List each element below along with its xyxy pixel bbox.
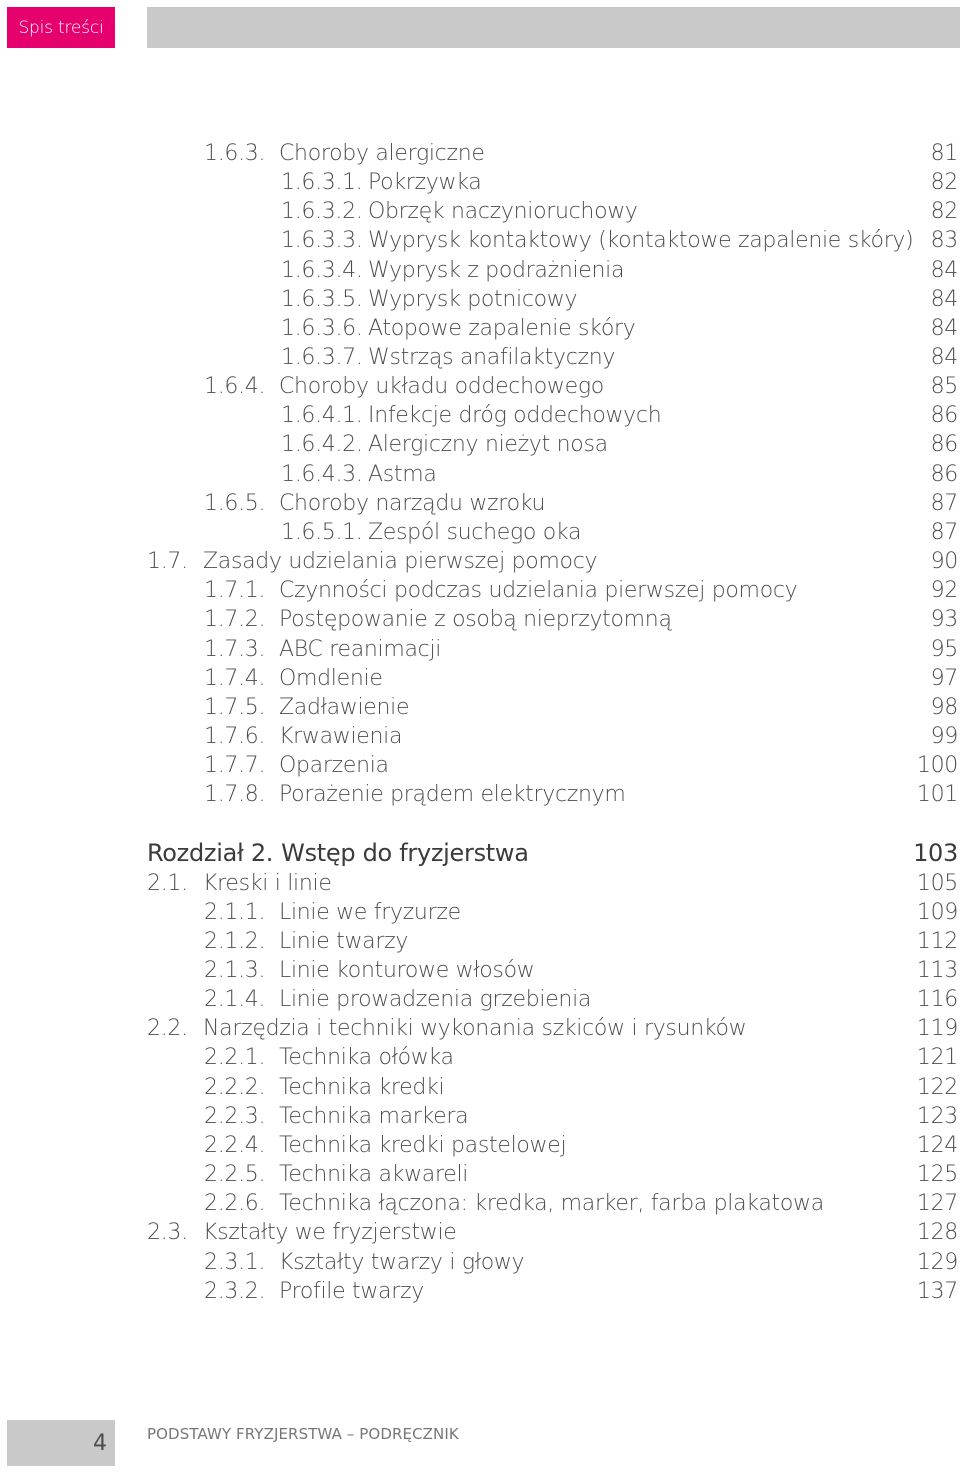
toc-row	[204, 985, 958, 1014]
toc-number: 2.2.6.	[204, 1191, 266, 1216]
toc-title: Kształty twarzy i głowy	[279, 1250, 525, 1275]
toc-number: 1.7.8.	[204, 782, 266, 807]
toc-title: Zadławienie	[279, 695, 410, 720]
toc-page: 128	[916, 1220, 958, 1245]
toc-page: 100	[916, 753, 958, 778]
toc-number: 2.2.	[147, 1016, 188, 1041]
toc-number: 1.7.	[147, 549, 188, 574]
toc-number: 1.6.3.4.	[281, 258, 363, 283]
toc-number: 1.7.6.	[204, 724, 266, 749]
toc-page: 121	[916, 1045, 958, 1070]
toc-row	[204, 693, 958, 722]
toc-title: Technika ołówka	[279, 1045, 454, 1070]
toc-number: 1.6.4.3.	[281, 462, 363, 487]
toc-page: 112	[916, 929, 958, 954]
toc-title: Kreski i linie	[203, 871, 332, 896]
toc-number: 1.6.3.3.	[281, 228, 363, 253]
toc-row	[204, 1131, 958, 1160]
toc-page: 85	[930, 374, 958, 399]
toc-number: 2.1.	[147, 871, 188, 896]
toc-title: Wstęp do fryzjerstwa	[281, 839, 529, 867]
toc-row	[281, 256, 958, 285]
toc-page: 84	[930, 316, 958, 341]
toc-row	[204, 1102, 958, 1131]
toc-title: Wyprysk z podrażnienia	[368, 258, 625, 283]
toc-row	[204, 898, 958, 927]
toc-number: 2.1.4.	[204, 987, 266, 1012]
page-number-box	[7, 1420, 115, 1466]
toc-row	[281, 226, 958, 255]
footer-book-title: PODSTAWY FRYZJERSTWA – PODRĘCZNIK	[147, 1425, 459, 1443]
toc-title: Alergiczny nieżyt nosa	[368, 432, 608, 457]
toc-number: 1.6.3.7.	[281, 345, 363, 370]
toc-title: Profile twarzy	[279, 1279, 424, 1304]
toc-number: 1.6.4.	[204, 374, 266, 399]
toc-number: 1.6.4.2.	[281, 432, 363, 457]
toc-page: 122	[916, 1075, 958, 1100]
toc-page: 127	[916, 1191, 958, 1216]
toc-title: Linie prowadzenia grzebienia	[279, 987, 592, 1012]
toc-row	[281, 430, 958, 459]
toc-row	[281, 518, 958, 547]
toc-title: Technika akwareli	[279, 1162, 469, 1187]
toc-number: 1.7.4.	[204, 666, 266, 691]
toc-row	[147, 1014, 958, 1043]
toc-page: 113	[916, 958, 958, 983]
toc-title: Astma	[368, 462, 437, 487]
toc-number: 1.7.7.	[204, 753, 266, 778]
toc-title: Porażenie prądem elektrycznym	[279, 782, 626, 807]
toc-row	[281, 401, 958, 430]
toc-row	[204, 780, 958, 809]
toc-title: Choroby alergiczne	[279, 141, 485, 166]
toc-page: 125	[916, 1162, 958, 1187]
toc-row	[147, 869, 958, 898]
toc-number: 1.6.3.2.	[281, 199, 363, 224]
toc-page: 84	[930, 287, 958, 312]
toc-number: 2.1.3.	[204, 958, 266, 983]
toc-row	[204, 635, 958, 664]
toc-number: 1.6.3.1.	[281, 170, 363, 195]
chapter-row	[147, 839, 958, 868]
toc-page: 84	[930, 345, 958, 370]
toc-title: Technika kredki pastelowej	[279, 1133, 567, 1158]
toc-page: 81	[930, 141, 958, 166]
toc-number: 1.6.3.6.	[281, 316, 363, 341]
toc-page: 98	[930, 695, 958, 720]
toc-row	[204, 751, 958, 780]
toc-row	[147, 547, 958, 576]
toc-page: 86	[930, 403, 958, 428]
toc-title: Omdlenie	[279, 666, 383, 691]
toc-row	[281, 168, 958, 197]
toc-number: 1.6.5.1.	[281, 520, 363, 545]
toc-page: 95	[930, 637, 958, 662]
toc-page: 87	[930, 520, 958, 545]
toc-number: 1.6.4.1.	[281, 403, 363, 428]
toc-title: Zespól suchego oka	[368, 520, 582, 545]
toc-row	[281, 285, 958, 314]
toc-row	[204, 722, 958, 751]
toc-page: 103	[913, 839, 958, 867]
toc-number: 2.2.3.	[204, 1104, 266, 1129]
toc-number: 2.1.2.	[204, 929, 266, 954]
toc-row	[204, 1189, 958, 1218]
toc-page: 97	[930, 666, 958, 691]
toc-number: 2.3.	[147, 1220, 188, 1245]
toc-title: Postępowanie z osobą nieprzytomną	[279, 607, 672, 632]
toc-number: 2.2.1.	[204, 1045, 266, 1070]
toc-title: Kształty we fryzjerstwie	[203, 1220, 457, 1245]
toc-title: Pokrzywka	[368, 170, 482, 195]
toc-title: Technika kredki	[279, 1075, 445, 1100]
toc-row	[204, 139, 958, 168]
toc-page: 109	[916, 900, 958, 925]
toc-number: 2.2.2.	[204, 1075, 266, 1100]
toc-title: Zasady udzielania pierwszej pomocy	[203, 549, 598, 574]
toc-title: Linie konturowe włosów	[279, 958, 535, 983]
toc-row	[204, 1043, 958, 1072]
toc-title: Linie we fryzurze	[279, 900, 461, 925]
toc-page: 93	[930, 607, 958, 632]
toc-title: Narzędzia i techniki wykonania szkiców i rysunków	[203, 1016, 747, 1041]
toc-title: Technika łączona: kredka, marker, farba plakatowa	[279, 1191, 824, 1216]
toc-number: 1.6.5.	[204, 491, 266, 516]
toc-number: Rozdział 2.	[147, 839, 274, 867]
header-bar	[147, 7, 960, 48]
toc-title: Technika markera	[279, 1104, 469, 1129]
toc-number: 2.2.5.	[204, 1162, 266, 1187]
toc-row	[204, 576, 958, 605]
toc-number: 2.1.1.	[204, 900, 266, 925]
toc-title: Infekcje dróg oddechowych	[368, 403, 662, 428]
toc-page: 90	[930, 549, 958, 574]
toc-number: 2.2.4.	[204, 1133, 266, 1158]
toc-page: 124	[916, 1133, 958, 1158]
toc-title: Choroby narządu wzroku	[279, 491, 546, 516]
toc-row	[204, 372, 958, 401]
toc-title: Krwawienia	[279, 724, 403, 749]
toc-page: 87	[930, 491, 958, 516]
toc-number: 1.6.3.5.	[281, 287, 363, 312]
toc-number: 1.7.1.	[204, 578, 266, 603]
toc-number: 1.7.5.	[204, 695, 266, 720]
toc-page: 129	[916, 1250, 958, 1275]
section-tab: Spis treści	[7, 7, 115, 48]
toc-row	[281, 343, 958, 372]
toc-title: ABC reanimacji	[279, 637, 442, 662]
toc-page: 116	[916, 987, 958, 1012]
toc-page: 99	[930, 724, 958, 749]
toc-title: Choroby układu oddechowego	[279, 374, 604, 399]
toc-row	[147, 1218, 958, 1247]
toc-page: 123	[916, 1104, 958, 1129]
toc-page: 101	[916, 782, 958, 807]
toc-title: Oparzenia	[279, 753, 389, 778]
toc-page: 84	[930, 258, 958, 283]
toc-row	[204, 956, 958, 985]
toc-row	[204, 1277, 958, 1306]
toc-row	[204, 489, 958, 518]
toc-number: 2.3.2.	[204, 1279, 266, 1304]
page-number: 4	[93, 1430, 107, 1456]
toc-page: 82	[930, 170, 958, 195]
toc-number: 1.7.3.	[204, 637, 266, 662]
toc-row	[204, 664, 958, 693]
toc-number: 1.6.3.	[204, 141, 266, 166]
toc-page: 105	[916, 871, 958, 896]
toc-title: Wstrząs anafilaktyczny	[368, 345, 616, 370]
toc-number: 1.7.2.	[204, 607, 266, 632]
toc-title: Czynności podczas udzielania pierwszej pomocy	[279, 578, 798, 603]
toc-page: 119	[916, 1016, 958, 1041]
toc-page: 137	[916, 1279, 958, 1304]
toc-title: Obrzęk naczynioruchowy	[368, 199, 638, 224]
toc-row	[281, 460, 958, 489]
toc-row	[204, 605, 958, 634]
toc-page: 86	[930, 462, 958, 487]
toc-row	[204, 1073, 958, 1102]
toc-page: 86	[930, 432, 958, 457]
toc-page: 92	[930, 578, 958, 603]
toc-page: 83	[930, 228, 958, 253]
toc-title: Wyprysk potnicowy	[368, 287, 578, 312]
toc-row	[281, 197, 958, 226]
toc-number: 2.3.1.	[204, 1250, 266, 1275]
toc-row	[204, 927, 958, 956]
toc-row	[204, 1248, 958, 1277]
toc-title: Wyprysk kontaktowy (kontaktowe zapalenie skóry)	[368, 228, 914, 253]
toc-title: Linie twarzy	[279, 929, 409, 954]
toc-title: Atopowe zapalenie skóry	[368, 316, 636, 341]
toc-row	[281, 314, 958, 343]
toc-row	[204, 1160, 958, 1189]
toc-page: 82	[930, 199, 958, 224]
